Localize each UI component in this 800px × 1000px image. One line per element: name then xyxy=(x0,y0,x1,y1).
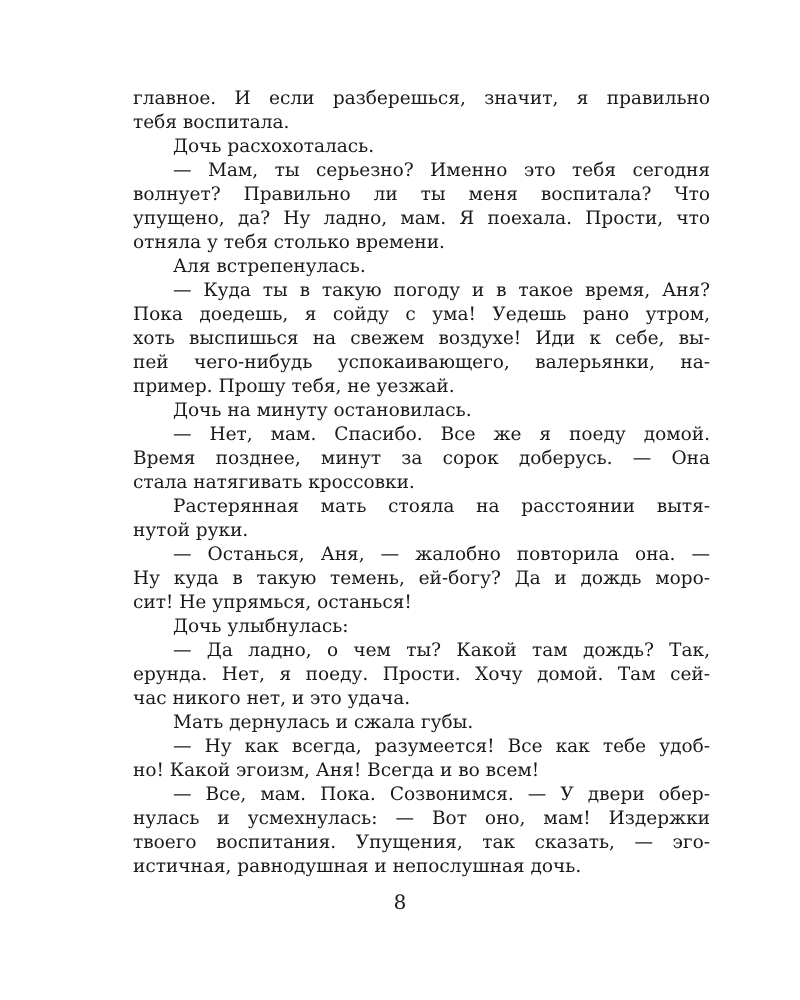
text-line: главное. И если разберешься, значит, я правильно xyxy=(133,88,710,109)
text-line: стала натягивать кроссовки. xyxy=(133,472,415,493)
text-line: Дочь на минуту остановилась. xyxy=(173,400,472,421)
text-line: — Мам, ты серьезно? Именно это тебя сегодня xyxy=(173,160,710,181)
text-line: сит! Не упрямься, останься! xyxy=(133,592,412,613)
text-line: — Да ладно, о чем ты? Какой там дождь? Так, xyxy=(173,640,710,661)
text-line: отняла у тебя столько времени. xyxy=(133,232,445,253)
text-line: твоего воспитания. Упущения, так сказать, — эго- xyxy=(133,832,710,853)
text-line: — Все, мам. Пока. Созвонимся. — У двери обер- xyxy=(173,784,710,805)
text-line: Ну куда в такую темень, ей-богу? Да и дождь моро- xyxy=(133,568,710,589)
text-line: нутой руки. xyxy=(133,520,249,541)
text-line: Время позднее, минут за сорок доберусь. — Она xyxy=(133,448,710,469)
text-line: Мать дернулась и сжала губы. xyxy=(173,712,474,733)
page-number: 8 xyxy=(393,890,407,914)
text-line: нулась и усмехнулась: — Вот оно, мам! Издержки xyxy=(133,808,710,829)
text-line: пей чего-нибудь успокаивающего, валерьянки, на- xyxy=(133,352,710,373)
text-line: Дочь расхохоталась. xyxy=(173,136,375,157)
text-line: ерунда. Нет, я поеду. Прости. Хочу домой. Там сей- xyxy=(133,664,710,685)
body-text xyxy=(133,87,710,879)
text-line: час никого нет, и это удача. xyxy=(133,688,411,709)
text-line: истичная, равнодушная и непослушная дочь. xyxy=(133,856,582,877)
text-line: — Куда ты в такую погоду и в такое время, Аня? xyxy=(173,280,710,301)
text-line: тебя воспитала. xyxy=(133,112,290,133)
text-line: но! Какой эгоизм, Аня! Всегда и во всем! xyxy=(133,760,540,781)
text-line: Аля встрепенулась. xyxy=(173,256,366,277)
text-line: Пока доедешь, я сойду с ума! Уедешь рано утром, xyxy=(133,304,710,325)
text-line: пример. Прошу тебя, не уезжай. xyxy=(133,376,455,397)
text-line: — Ну как всегда, разумеется! Все как тебе удоб- xyxy=(173,736,710,757)
text-line: хоть выспишься на свежем воздухе! Иди к себе, вы- xyxy=(133,328,710,349)
text-line: — Останься, Аня, — жалобно повторила она. — xyxy=(173,544,710,565)
text-line: волнует? Правильно ли ты меня воспитала? Что xyxy=(133,184,710,205)
text-line: Дочь улыбнулась: xyxy=(173,616,349,637)
text-line: Растерянная мать стояла на расстоянии вытя- xyxy=(173,496,710,517)
text-line: упущено, да? Ну ладно, мам. Я поехала. Прости, что xyxy=(133,208,710,229)
text-line: — Нет, мам. Спасибо. Все же я поеду домой. xyxy=(173,424,710,445)
